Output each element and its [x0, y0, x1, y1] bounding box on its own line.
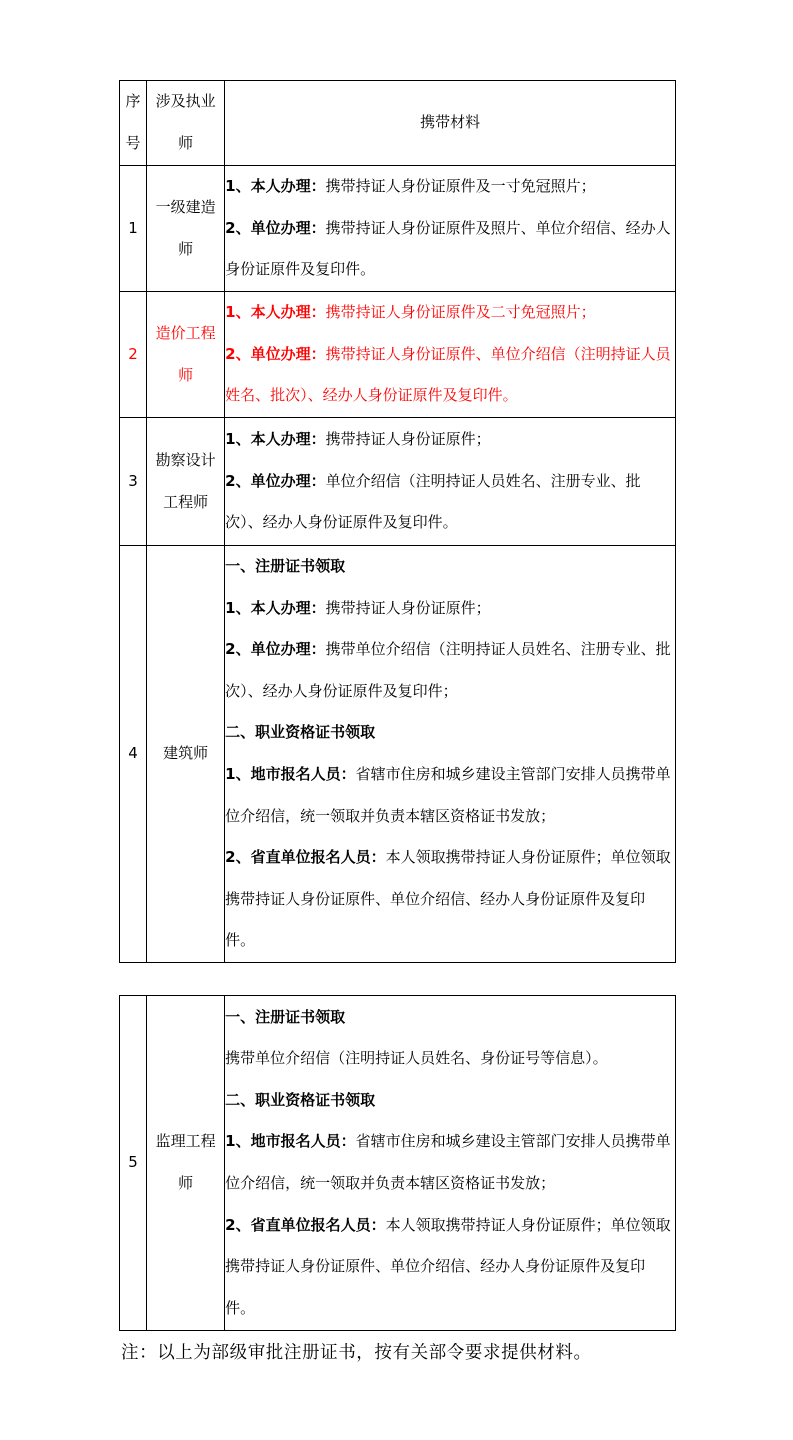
- row-role: [147, 166, 225, 292]
- material-text: 携带持证人身份证原件、单位介绍信（注明持证人员姓名、批次）、经办人身份证原件及复印件。: [225, 344, 671, 405]
- table-row-highlighted: [120, 292, 676, 418]
- material-text: 携带持证人身份证原件及二寸免冠照片；: [325, 303, 596, 322]
- material-text: 单位介绍信（注明持证人员姓名、注册专业、批次）、经办人身份证原件及复印件。: [225, 471, 641, 532]
- table-row: [120, 418, 676, 546]
- row-materials: [225, 166, 676, 292]
- material-label: 1、地市报名人员：: [225, 765, 356, 783]
- material-text: 本人领取携带持证人身份证原件；单位领取携带持证人身份证原件、单位介绍信、经办人身份证原件及复印件。: [225, 848, 671, 950]
- material-line: [225, 166, 675, 208]
- material-label: 1、地市报名人员：: [225, 1132, 356, 1151]
- material-text: 携带单位介绍信（注明持证人员姓名、注册专业、批次）、经办人身份证原件及复印件；: [225, 640, 671, 700]
- material-label: 1、本人办理：: [225, 430, 326, 449]
- material-text: 携带单位介绍信（注明持证人员姓名、身份证号等信息）。: [225, 1049, 608, 1068]
- material-label: 1、本人办理：: [225, 177, 326, 196]
- footnote: 注：以上为部级审批注册证书，按有关部令要求提供材料。: [121, 1343, 592, 1363]
- row-no: 5: [120, 996, 147, 1331]
- table-row: [120, 996, 676, 1331]
- row-role: [147, 418, 225, 546]
- material-line: [225, 1121, 675, 1204]
- material-line: [225, 629, 675, 712]
- material-text: 省辖市住房和城乡建设主管部门安排人员携带单位介绍信，统一领取并负责本辖区资格证书发放；: [225, 765, 671, 825]
- material-label: 2、单位办理：: [225, 640, 326, 659]
- row-materials: [225, 546, 676, 963]
- table-row: [120, 166, 676, 292]
- material-label: 2、省直单位报名人员：: [225, 848, 386, 867]
- row-role-text: 造价工程师: [155, 323, 216, 384]
- row-materials: [225, 996, 676, 1331]
- section-title: 一、注册证书领取: [225, 1007, 346, 1026]
- section-title: 二、职业资格证书领取: [225, 1090, 376, 1109]
- material-line: [225, 292, 675, 334]
- material-line: [225, 334, 675, 417]
- material-text: 省辖市住房和城乡建设主管部门安排人员携带单位介绍信，统一领取并负责本辖区资格证书发放；: [225, 1132, 671, 1192]
- material-text: 携带持证人身份证原件；: [325, 598, 491, 617]
- table-header-row: [120, 81, 676, 166]
- materials-table: [119, 80, 676, 963]
- material-label: 2、单位办理：: [225, 344, 326, 363]
- material-label: 1、本人办理：: [225, 598, 326, 617]
- material-line: [225, 754, 675, 837]
- material-line: [225, 837, 675, 962]
- material-line: [225, 208, 675, 291]
- material-text: 本人领取携带持证人身份证原件；单位领取携带持证人身份证原件、单位介绍信、经办人身份证原件及复印件。: [225, 1215, 671, 1317]
- material-text: 携带持证人身份证原件；: [325, 430, 491, 449]
- section-title: 一、注册证书领取: [225, 557, 346, 576]
- materials-table-continued: [119, 995, 676, 1331]
- material-label: 2、单位办理：: [225, 218, 326, 237]
- row-materials: [225, 418, 676, 546]
- material-line: [225, 588, 675, 630]
- row-materials: [225, 292, 676, 418]
- header-role: [147, 81, 225, 166]
- row-no: 3: [120, 418, 147, 546]
- material-line: [225, 461, 675, 544]
- header-no: 序号: [120, 81, 147, 166]
- row-role: [147, 292, 225, 418]
- material-text: 携带持证人身份证原件及一寸免冠照片；: [325, 177, 596, 196]
- row-role-text: 勘察设计工程师: [155, 450, 216, 511]
- material-label: 2、单位办理：: [225, 471, 326, 490]
- row-role: [147, 546, 225, 963]
- row-no: 1: [120, 166, 147, 292]
- material-text: 携带持证人身份证原件及照片、单位介绍信、经办人身份证原件及复印件。: [225, 218, 671, 279]
- row-role-text: 建筑师: [163, 744, 209, 763]
- section-title: 二、职业资格证书领取: [225, 723, 376, 742]
- row-role-text: 一级建造师: [155, 197, 216, 258]
- material-label: 1、本人办理：: [225, 303, 326, 322]
- row-no: 2: [120, 292, 147, 418]
- header-role-text: 涉及执业师: [155, 92, 216, 152]
- material-line: [225, 419, 675, 461]
- row-role-text: 监理工程师: [155, 1132, 216, 1192]
- row-role: [147, 996, 225, 1331]
- table-row: [120, 546, 676, 963]
- material-label: 2、省直单位报名人员：: [225, 1215, 386, 1234]
- header-materials: 携带材料: [225, 81, 676, 166]
- material-line: [225, 1205, 675, 1330]
- row-no: 4: [120, 546, 147, 963]
